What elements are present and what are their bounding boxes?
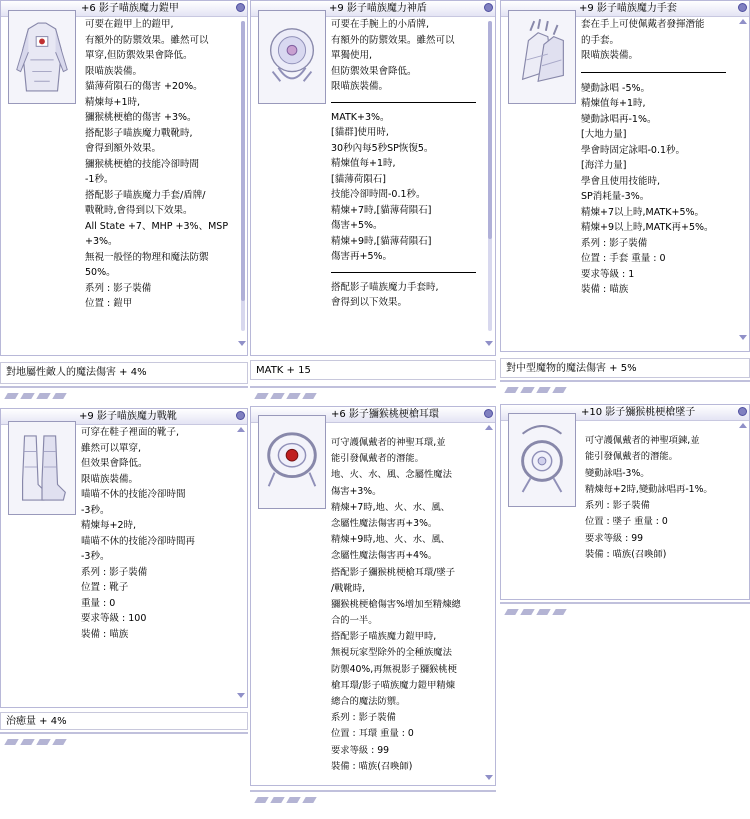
close-icon[interactable] (484, 3, 493, 12)
desc-line: 能引發佩戴者的潛能。 (331, 453, 424, 465)
card-effect-text: MATK + 15 (256, 365, 311, 376)
desc-line: 學會時固定詠唱-0.1秒。 (581, 144, 686, 156)
desc-line: 有額外的防禦效果。雖然可以 (331, 34, 455, 46)
scrollbar[interactable] (241, 21, 245, 331)
desc-line: 的手套。 (581, 34, 620, 46)
item-window-gloves (500, 0, 750, 352)
close-icon[interactable] (236, 411, 245, 420)
scroll-up-icon[interactable] (739, 423, 747, 428)
desc-line: 精煉+7時,地、火、水、風、 (331, 501, 450, 513)
window-title: +9 影子喵族魔力神盾 (329, 3, 427, 14)
window-title: +10 影子獼猴桃梗槍墜子 (581, 407, 696, 418)
window-footer-strip (0, 386, 248, 402)
boots-icon (8, 421, 76, 515)
desc-line: 要求等級 : 1 (581, 268, 635, 280)
desc-line: 精煉每+2時, (81, 520, 137, 531)
desc-line: 搭配影子喵族魔力鎧甲時, (331, 631, 437, 643)
desc-line: 可穿在鞋子裡面的靴子, (81, 427, 180, 438)
desc-line: 套在手上可使佩戴者發揮潛能 (581, 19, 705, 30)
card-slot-gloves (500, 358, 750, 378)
card-slot-armor (0, 362, 248, 384)
desc-line: 防禦40%,再無視影子獼猴桃梗 (331, 663, 457, 675)
item-window-armor (0, 0, 248, 356)
desc-line: /戰靴時, (331, 582, 365, 594)
desc-line: 限喵族裝備。 (81, 473, 139, 485)
desc-line: 喵喵不休的技能冷卻時間 (81, 489, 186, 500)
desc-line: [貓群]使用時, (331, 127, 389, 138)
desc-line: 搭配影子喵族魔力手套/盾牌/ (85, 189, 206, 201)
scroll-down-icon[interactable] (485, 341, 493, 346)
window-title: +9 影子喵族魔力戰靴 (79, 411, 177, 422)
desc-line: 學會且使用技能時, (581, 175, 661, 187)
desc-line: 槍耳環/影子喵族魔力鎧甲精煉 (331, 679, 455, 691)
desc-line: 精煉+9時,地、火、水、風、 (331, 534, 450, 546)
scroll-up-icon[interactable] (237, 427, 245, 432)
item-window-shield (250, 0, 496, 356)
desc-line: 傷害+3%。 (331, 485, 382, 497)
desc-line: 可守護佩戴者的神聖項鍊,並 (585, 435, 700, 446)
card-slot-boots (0, 712, 248, 730)
close-icon[interactable] (738, 3, 747, 12)
desc-line: 系列 : 影子裝備 (331, 712, 396, 724)
desc-line: 能引發佩戴者的潛能。 (585, 451, 678, 463)
window-footer-strip (250, 790, 496, 806)
desc-line: 系列 : 影子裝備 (85, 282, 152, 294)
desc-line: 位置 : 靴子 (81, 582, 129, 593)
desc-line: 單穿,但防禦效果會降低。 (85, 50, 193, 61)
desc-line: 可要在手腕上的小盾牌, (331, 19, 430, 30)
desc-line: 30秒內每5秒SP恢復5。 (331, 142, 434, 154)
scroll-down-icon[interactable] (237, 693, 245, 698)
desc-line: 要求等級 : 99 (585, 532, 644, 544)
scroll-down-icon[interactable] (238, 341, 246, 346)
card-effect-text: 治癒量 + 4% (6, 716, 67, 727)
item-description (331, 17, 489, 347)
desc-line: 變動詠唱再-1%。 (581, 113, 657, 125)
desc-line: 位置 : 手套 重量 : 0 (581, 253, 666, 264)
card-slot-shield (250, 360, 496, 380)
desc-line: 搭配影子獼猴桃梗槍耳環/墜子 (331, 566, 455, 578)
card-effect-text: 對中型魔物的魔法傷害 + 5% (506, 363, 637, 374)
window-title: +6 影子獼猴桃梗槍耳環 (331, 409, 439, 420)
desc-line: 念屬性魔法傷害再+4%。 (331, 550, 438, 562)
desc-line: 獼猴桃梗槍的傷害 +3%。 (85, 112, 197, 123)
window-title: +6 影子喵族魔力鎧甲 (81, 3, 179, 14)
desc-line: 技能冷卻時間-0.1秒。 (331, 189, 426, 200)
desc-line: 精煉每+1時, (85, 96, 141, 108)
desc-line: 獼猴桃梗槍傷害%增加至精煉總 (331, 598, 461, 610)
scrollbar[interactable] (488, 21, 492, 331)
scrollbar-thumb[interactable] (488, 21, 492, 239)
desc-line: 變動詠唱 -5%。 (581, 82, 651, 94)
desc-line: 系列 : 影子裝備 (81, 566, 148, 578)
divider (331, 102, 476, 103)
desc-line: 位置 : 鎧甲 (85, 298, 133, 309)
close-icon[interactable] (484, 409, 493, 418)
desc-line: SP消耗量-3%。 (581, 191, 650, 202)
desc-line: 精煉值每+1時, (581, 98, 646, 109)
scrollbar-thumb[interactable] (241, 21, 245, 301)
desc-line: 喵喵不休的技能冷卻時間再 (81, 535, 196, 547)
armor-icon (8, 10, 76, 104)
desc-line: 精煉+7以上時,MATK+5%。 (581, 206, 705, 218)
item-description (81, 425, 241, 695)
desc-line: 位置 : 墜子 重量 : 0 (585, 516, 668, 528)
desc-line: 但防禦效果會降低。 (331, 65, 417, 77)
item-window-boots (0, 408, 248, 708)
item-window-pendant (500, 404, 750, 600)
window-title: +9 影子喵族魔力手套 (579, 3, 677, 14)
window-footer-strip (500, 380, 750, 396)
desc-line: 精煉+7時,[貓薄荷隕石] (331, 204, 432, 216)
desc-line: 單獨使用, (331, 50, 373, 61)
earring-icon (258, 415, 326, 509)
shield-icon (258, 10, 326, 104)
desc-line: 地、火、水、風、念屬性魔法 (331, 469, 452, 481)
desc-line: 裝備 : 喵族(召喚師) (585, 549, 667, 561)
desc-line: 裝備 : 喵族 (81, 628, 129, 640)
desc-line: -3秒。 (81, 551, 110, 562)
desc-line: 50%。 (85, 267, 116, 278)
desc-line: 要求等級 : 100 (81, 613, 147, 624)
desc-line: 貓薄荷隕石的傷害 +20%。 (85, 81, 203, 92)
pendant-icon (508, 413, 576, 507)
desc-line: 無視玩家型除外的全種族魔法 (331, 647, 452, 659)
desc-line: 傷害再+5%。 (331, 251, 393, 262)
scroll-down-icon[interactable] (485, 775, 493, 780)
item-description (85, 17, 241, 347)
desc-line: 變動詠唱-3%。 (585, 467, 650, 479)
desc-line: [海洋力量] (581, 160, 627, 171)
close-icon[interactable] (738, 407, 747, 416)
desc-line: 重量 : 0 (81, 597, 116, 609)
desc-line: +3%。 (85, 236, 118, 247)
item-description (585, 433, 743, 569)
desc-line: 精煉每+2時,變動詠唱再-1%。 (585, 483, 713, 495)
desc-line: 總合的魔法防禦。 (331, 696, 406, 707)
desc-line: MATK+3%。 (331, 111, 390, 123)
desc-line: 裝備 : 喵族 (581, 284, 629, 295)
desc-line: 精煉+9以上時,MATK再+5%。 (581, 222, 714, 233)
card-effect-text: 對地屬性敵人的魔法傷害 + 4% (6, 367, 147, 378)
scroll-down-icon[interactable] (739, 335, 747, 340)
desc-line: 要求等級 : 99 (331, 744, 390, 756)
item-description (581, 17, 741, 327)
desc-line: 精煉值每+1時, (331, 158, 396, 169)
divider (331, 272, 476, 273)
scroll-up-icon[interactable] (739, 19, 747, 24)
desc-line: 系列 : 影子裝備 (585, 500, 650, 512)
desc-line: 限喵族裝備。 (581, 50, 639, 61)
item-window-earring (250, 406, 496, 786)
desc-line: 戰靴時,會得到以下效果。 (85, 205, 193, 216)
desc-line: All State +7、MHP +3%、MSP (85, 220, 229, 232)
desc-line: 無視一般怪的物理和魔法防禦 (85, 251, 209, 263)
window-footer-strip (0, 732, 248, 748)
desc-line: 精煉+9時,[貓薄荷隕石] (331, 235, 432, 247)
gloves-icon (508, 10, 576, 104)
desc-line: 有額外的防禦效果。雖然可以 (85, 34, 209, 46)
desc-line: 合的一半。 (331, 615, 378, 627)
desc-line: 可要在鎧甲上的鎧甲, (85, 19, 174, 30)
desc-line: -3秒。 (81, 504, 110, 516)
desc-line: [貓薄荷隕石] (331, 173, 386, 185)
desc-line: 獼猴桃梗槍的技能冷卻時間 (85, 158, 200, 170)
desc-line: 可守護佩戴者的神聖耳環,並 (331, 437, 446, 448)
item-description (331, 435, 491, 781)
desc-line: 搭配影子喵族魔力戰靴時, (85, 127, 193, 139)
desc-line: 念屬性魔法傷害再+3%。 (331, 517, 438, 529)
desc-line: 會得到以下效果。 (331, 297, 408, 308)
desc-line: 雖然可以單穿, (81, 442, 142, 454)
window-footer-strip (250, 386, 496, 402)
desc-line: [大地力量] (581, 129, 627, 140)
desc-line: 位置 : 耳環 重量 : 0 (331, 728, 414, 740)
desc-line: 會得到額外效果。 (85, 143, 162, 154)
desc-line: 限喵族裝備。 (85, 65, 143, 77)
desc-line: -1秒。 (85, 174, 114, 185)
desc-line: 但效果會降低。 (81, 458, 148, 469)
window-footer-strip (500, 602, 750, 618)
desc-line: 搭配影子喵族魔力手套時, (331, 281, 439, 293)
desc-line: 傷害+5%。 (331, 220, 383, 231)
scroll-up-icon[interactable] (485, 425, 493, 430)
desc-line: 裝備 : 喵族(召喚師) (331, 760, 413, 772)
divider (581, 72, 726, 73)
desc-line: 限喵族裝備。 (331, 81, 389, 92)
desc-line: 系列 : 影子裝備 (581, 237, 648, 249)
close-icon[interactable] (236, 3, 245, 12)
